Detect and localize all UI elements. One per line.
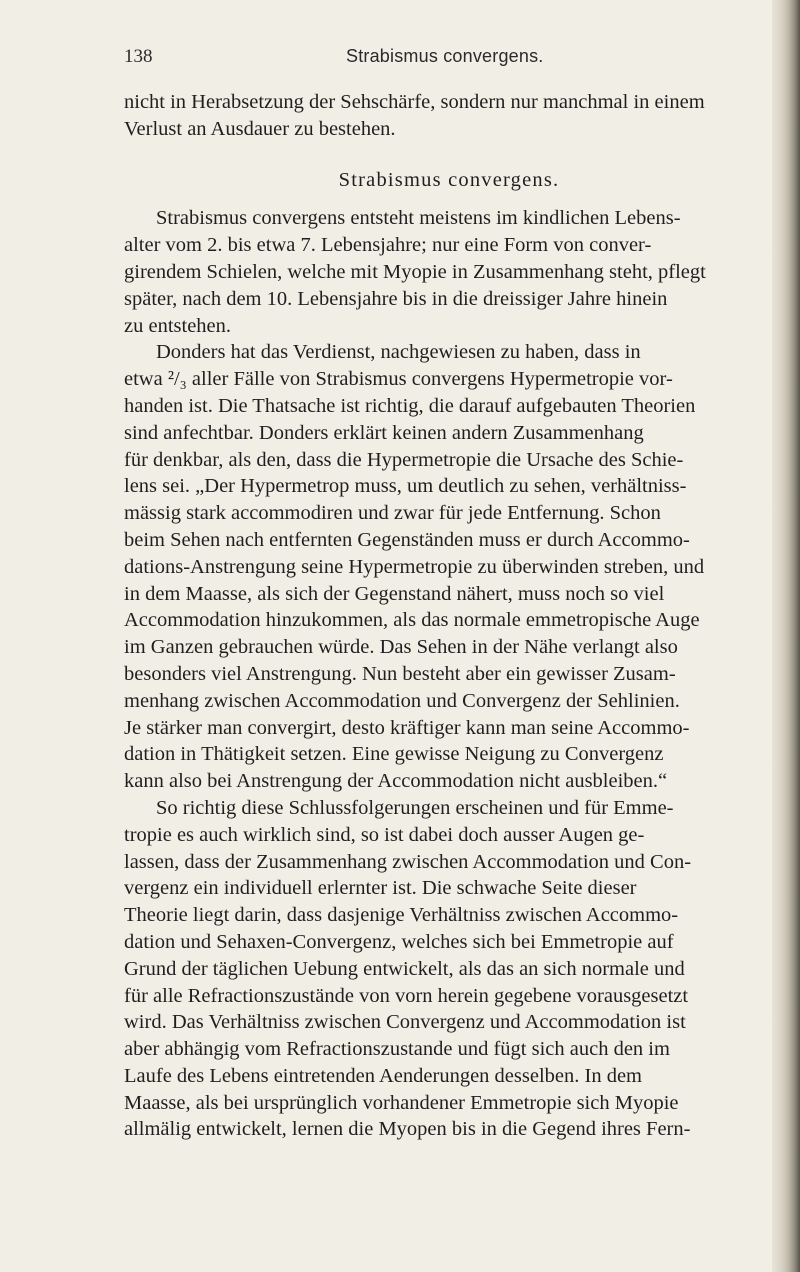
text-line: für denkbar, als den, dass die Hypermetropie die Ursache des Schie- [124, 448, 684, 471]
text-line: wird. Das Verhältniss zwischen Convergenz und Accommodation ist [124, 1011, 686, 1034]
text-line: menhang zwischen Accommodation und Convergenz der Sehlinien. [124, 689, 680, 712]
text-line: Grund der täglichen Uebung entwickelt, als das an sich normale und [124, 957, 685, 980]
text-line: lassen, dass der Zusammenhang zwischen Accommodation und Con- [124, 850, 692, 873]
paragraph-first-line: Donders hat das Verdienst, nachgewiesen zu haben, dass in [156, 341, 641, 364]
text-line: vergenz ein individuell erlernter ist. Die schwache Seite dieser [124, 877, 637, 900]
text-line: allmälig entwickelt, lernen die Myopen bis in die Gegend ihres Fern- [124, 1118, 691, 1141]
text-line: tropie es auch wirklich sind, so ist dabei doch ausser Augen ge- [124, 823, 645, 846]
text-line: alter vom 2. bis etwa 7. Lebensjahre; nur eine Form von conver- [124, 234, 652, 257]
text-line: girendem Schielen, welche mit Myopie in Zusammenhang steht, pflegt [124, 260, 706, 283]
page-text [124, 89, 774, 1143]
section-title: Strabismus convergens. [338, 168, 560, 191]
text-line: später, nach dem 10. Lebensjahre bis in die dreissiger Jahre hinein [124, 287, 668, 310]
text-line: Accommodation hinzukommen, als das normale emmetropische Auge [124, 609, 700, 632]
text-line: dations-Anstrengung seine Hypermetropie zu überwinden streben, und [124, 555, 705, 578]
text-line: dation und Sehaxen-Convergenz, welches sich bei Emmetropie auf [124, 930, 674, 953]
text-line: beim Sehen nach entfernten Gegenständen muss er durch Accommo- [124, 528, 690, 551]
text-line: im Ganzen gebrauchen würde. Das Sehen in der Nähe verlangt also [124, 636, 678, 659]
text-line: Verlust an Ausdauer zu bestehen. [124, 117, 396, 140]
text-line: Je stärker man convergirt, desto kräftiger kann man seine Accommo- [124, 716, 690, 739]
text-line: besonders viel Anstrengung. Nun besteht aber ein gewisser Zusam- [124, 662, 676, 685]
text-line: Theorie liegt darin, dass dasjenige Verhältniss zwischen Accommo- [124, 904, 679, 927]
text-line: aber abhängig vom Refractionszustande und fügt sich auch den im [124, 1038, 670, 1061]
text-line: in dem Maasse, als sich der Gegenstand nähert, muss noch so viel [124, 582, 665, 605]
text-line: kann also bei Anstrengung der Accommodation nicht ausbleiben.“ [124, 770, 668, 793]
text-line: mässig stark accommodiren und zwar für jede Entfernung. Schon [124, 502, 661, 525]
text-line: zu entstehen. [124, 314, 232, 337]
text-line: Laufe des Lebens eintretenden Aenderungen desselben. In dem [124, 1064, 642, 1087]
text-line: Maasse, als bei ursprünglich vorhandener Emmetropie sich Myopie [124, 1091, 679, 1114]
running-title: Strabismus convergens. [346, 46, 544, 66]
text-line: für alle Refractionszustände von vorn herein gegebene vorausgesetzt [124, 984, 689, 1007]
paragraph-first-line: Strabismus convergens entsteht meistens im kindlichen Lebens- [156, 207, 681, 230]
page-header [124, 46, 774, 76]
text-line: lens sei. „Der Hypermetrop muss, um deutlich zu sehen, verhältniss- [124, 475, 687, 498]
text-line: nicht in Herabsetzung der Sehschärfe, sondern nur manchmal in einem [124, 91, 705, 113]
text-line: dation in Thätigkeit setzen. Eine gewisse Neigung zu Convergenz [124, 743, 664, 766]
text-line: handen ist. Die Thatsache ist richtig, die darauf aufgebauten Theorien [124, 394, 696, 417]
text-line: etwa ²/₃ aller Fälle von Strabismus convergens Hypermetropie vor- [124, 368, 673, 391]
text-line: sind anfechtbar. Donders erklärt keinen andern Zusammenhang [124, 421, 644, 444]
paragraph-first-line: So richtig diese Schlussfolgerungen erscheinen und für Emme- [156, 796, 674, 819]
book-page-edge [772, 0, 800, 1272]
page-number: 138 [124, 46, 153, 67]
